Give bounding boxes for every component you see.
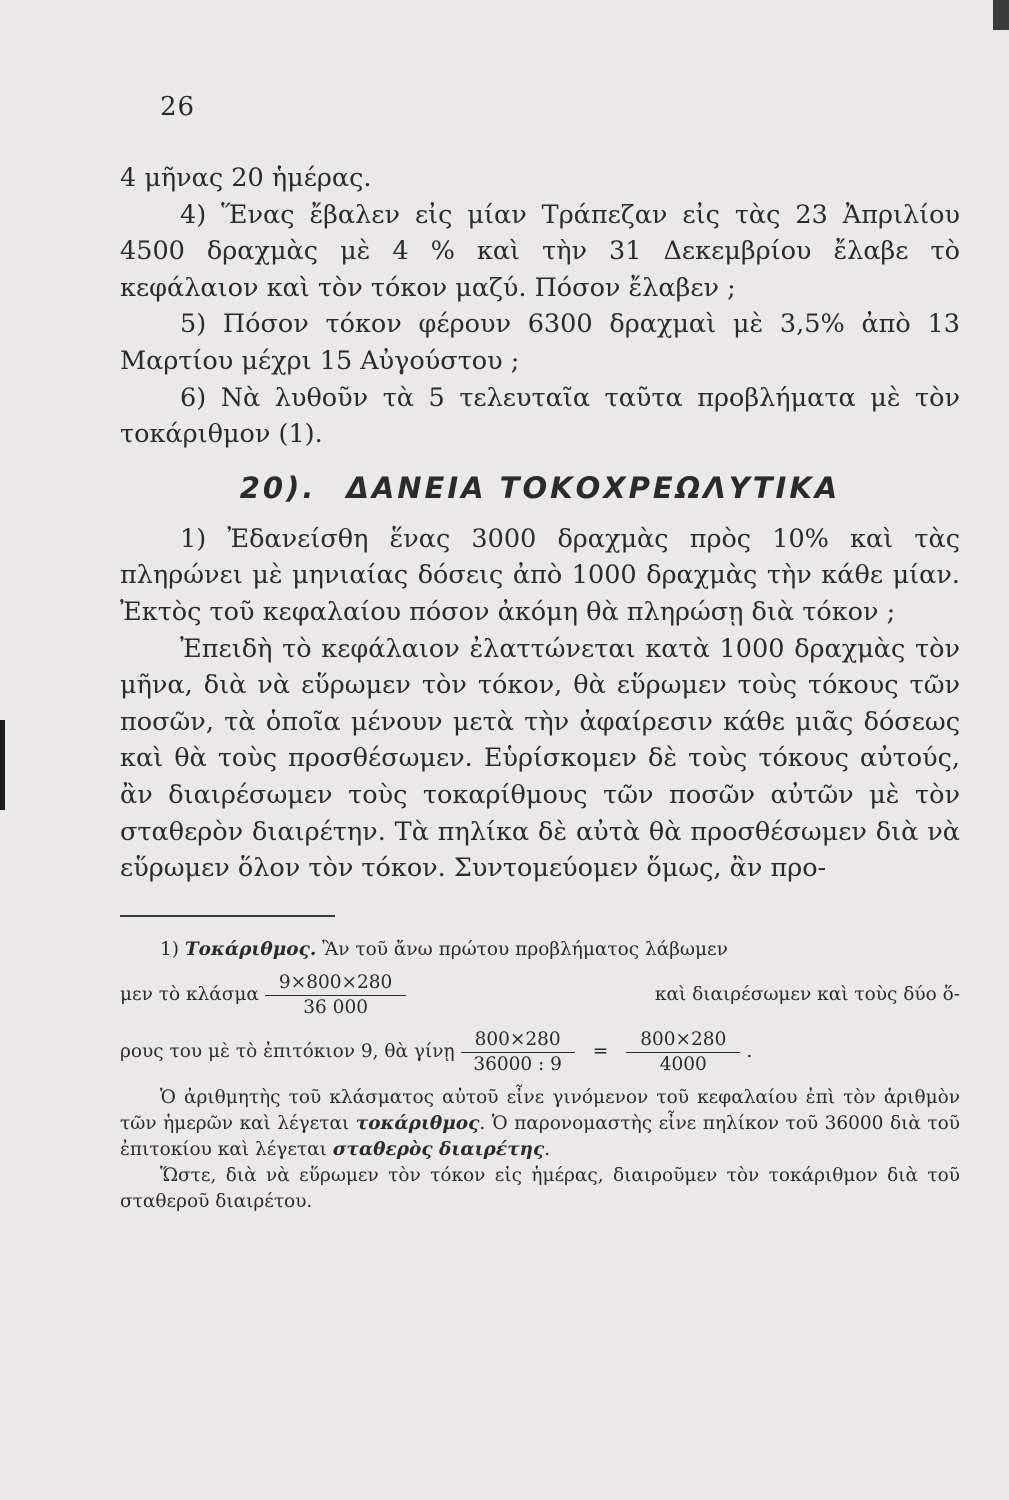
section-number: 20).: [239, 470, 317, 505]
footnote-line-3: [120, 1028, 960, 1077]
footnote-line-1-text: Ἂν τοῦ ἄνω πρώτου προβλήματος λάβωμεν: [316, 938, 728, 960]
fraction-3-numerator: 800×280: [626, 1028, 740, 1053]
footnote-paragraph-2-part-c: .: [544, 1138, 551, 1160]
footnote-line-1: [120, 937, 960, 963]
footnote-line-2-before: μεν τὸ κλάσμα: [120, 984, 259, 1006]
footnote-paragraph-2-part-a: Ὁ ἀριθμητὴς τοῦ κλάσματος αὐτοῦ εἶνε γινόμενον τοῦ κεφαλαίου ἐπὶ τὸν ἀριθμὸν τῶν ἡμερῶν καὶ λέγεται: [120, 1086, 960, 1134]
term-tokarithmos: τοκάριθμος: [355, 1112, 480, 1134]
problem-4: 4) Ἕνας ἔβαλεν εἰς μίαν Τράπεζαν εἰς τὰς 23 Ἀπριλίου 4500 δραχμὰς μὲ 4 % καὶ τὴν 31 Δεκεμβρίου ἔλαβε τὸ κεφάλαιον καὶ τὸν τόκον μαζύ. Πόσον ἔλαβεν ;: [120, 199, 960, 303]
section-heading: [120, 471, 960, 505]
footnote-divider: [120, 915, 335, 917]
footnote-paragraph-2-part-b: . Ὁ παρονομαστὴς εἶνε πηλίκον τοῦ 36000 διὰ τοῦ ἐπιτοκίου καὶ λέγεται: [120, 1112, 960, 1160]
page-number: 26: [160, 92, 196, 122]
binding-edge-mark: [0, 720, 5, 810]
fraction-2-numerator: 800×280: [461, 1028, 575, 1053]
fraction-1-denominator: 36 000: [303, 996, 368, 1018]
fraction-3: [626, 1028, 740, 1077]
problem-6: 6) Νὰ λυθοῦν τὰ 5 τελευταῖα ταῦτα προβλήματα μὲ τὸν τοκάριθμον (1).: [120, 382, 960, 450]
footnote-line-2-after: καὶ διαιρέσωμεν καὶ τοὺς δύο ὅ-: [654, 984, 960, 1006]
problem-1: 1) Ἐδανείσθη ἕνας 3000 δραχμὰς πρὸς 10% καὶ τὰς πληρώνει μὲ μηνιαίας δόσεις ἀπὸ 1000 δραχμὰς τὴν κάθε μίαν. Ἐκτὸς τοῦ κεφαλαίου πόσον ἀκόμη θὰ πληρώσῃ διὰ τόκον ;: [120, 523, 960, 627]
fraction-1: [265, 971, 406, 1020]
explanation-paragraph: Ἐπειδὴ τὸ κεφάλαιον ἐλαττώνεται κατὰ 1000 δραχμὰς τὸν μῆνα, διὰ νὰ εὕρωμεν τὸν τόκον, θὰ εὕρωμεν τοὺς τόκους τῶν ποσῶν, τὰ ὁποῖα μένουν μετὰ τὴν ἀφαίρεσιν κάθε μιᾶς δόσεως καὶ θὰ τοὺς προσθέσωμεν. Εὑρίσκομεν δὲ τοὺς τόκους αὐτούς, ἂν διαιρέσωμεν τοὺς τοκαρίθμους τῶν ποσῶν αὐτῶν μὲ τὸν σταθερὸν διαιρέτην. Τὰ πηλίκα δὲ αὐτὰ θὰ προσθέσωμεν διὰ νὰ εὕρωμεν ὅλον τὸν τόκον. Συντομεύομεν ὅμως, ἂν προ-: [120, 633, 960, 884]
footnote-paragraph-2: [120, 1085, 960, 1163]
section-title: ΔΑΝΕΙΑ ΤΟΚΟΧΡΕΩΛΥΤΙΚΑ: [346, 470, 841, 505]
paragraph-1: 4 μῆνας 20 ἡμέρας.: [120, 163, 372, 193]
fraction-3-denominator: 4000: [659, 1053, 707, 1075]
fraction-2-denominator: 36000 : 9: [473, 1053, 562, 1075]
fraction-2: [461, 1028, 575, 1077]
term-stathero-diairetis: σταθερὸς διαιρέτης: [332, 1138, 545, 1160]
equals-sign: =: [592, 1041, 609, 1063]
footnote: [120, 937, 960, 1215]
footnote-line-2: [120, 971, 960, 1020]
page-body: [120, 160, 960, 1215]
footnote-term: Τοκάριθμος.: [184, 938, 317, 960]
footnote-marker: 1): [160, 938, 179, 960]
fraction-1-numerator: 9×800×280: [265, 971, 406, 996]
page-corner-mark: [993, 0, 1009, 30]
footnote-paragraph-3: Ὥστε, διὰ νὰ εὕρωμεν τὸν τόκον εἰς ἡμέρας, διαιροῦμεν τὸν τοκάριθμον διὰ τοῦ σταθεροῦ διαιρέτου.: [120, 1164, 960, 1212]
problem-5: 5) Πόσον τόκον φέρουν 6300 δραχμαὶ μὲ 3,5% ἀπὸ 13 Μαρτίου μέχρι 15 Αὐγούστου ;: [120, 309, 960, 376]
footnote-line-3-end: .: [746, 1041, 753, 1063]
footnote-line-3-before: ρους του μὲ τὸ ἐπιτόκιον 9, θὰ γίνῃ: [120, 1041, 455, 1063]
